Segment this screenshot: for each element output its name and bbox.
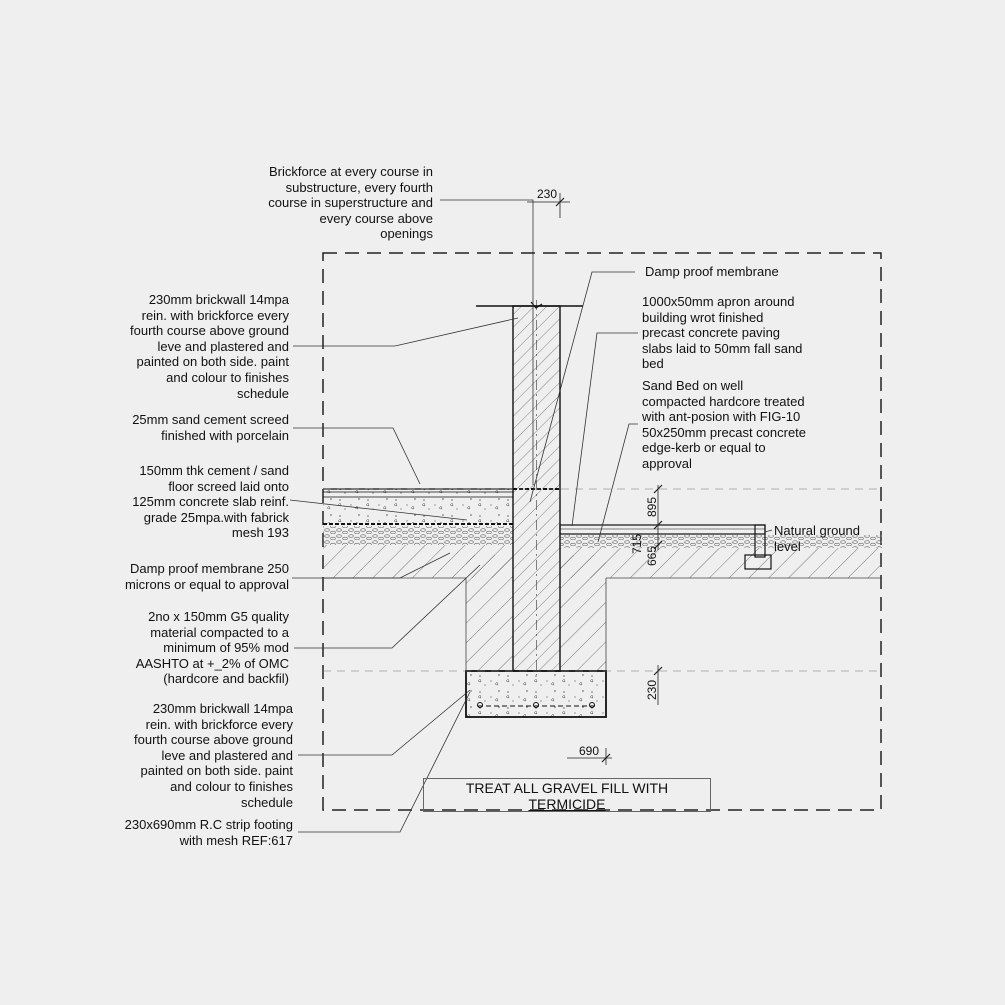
dim-715: 715 [630,533,644,554]
note-sand-bed: Sand Bed on well compacted hardcore treated with ant-posion with FIG-10 50x250mm precast concrete edge-kerb or equal to approval [642,378,807,471]
note-screed-25: 25mm sand cement screed finished with porcelain [132,412,289,443]
dim-footing-width: 690 [579,744,600,758]
note-strip-footing: 230x690mm R.C strip footing with mesh REF:617 [124,817,293,848]
note-brickforce: Brickforce at every course in substructure, every fourth course in superstructure and every course above openings [268,164,433,242]
note-natural-ground: Natural ground level [774,523,860,554]
note-apron: 1000x50mm apron around building wrot finished precast concrete paving slabs laid to 50mm fall sand bed [642,294,803,372]
note-brickwall-top: 230mm brickwall 14mpa rein. with brickforce every fourth course above ground leve and plastered and painted on both side. paint and colour to finishes schedule [130,292,289,401]
soil-hatch [323,545,882,671]
floor-slab [323,489,513,524]
strip-footing [466,671,606,717]
note-brickwall-bottom: 230mm brickwall 14mpa rein. with brickforce every fourth course above ground leve and plastered and painted on both side. paint and colour to finishes schedule [134,701,293,810]
termicide-note-box [423,778,711,812]
note-g5-material: 2no x 150mm G5 quality material compacted to a minimum of 95% mod AASHTO at +_2% of OMC (hardcore and backfil) [135,609,289,687]
dim-895: 895 [645,496,659,517]
note-screed-150: 150mm thk cement / sand floor screed laid onto 125mm concrete slab reinf. grade 25mpa.with fabrick mesh 193 [132,463,289,541]
dim-footing-depth: 230 [645,679,659,700]
note-dpm: Damp proof membrane [645,264,779,279]
dim-wall-width: 230 [537,187,558,201]
termicide-note-line1: TREAT ALL GRAVEL FILL WITH [465,780,669,796]
dim-665: 665 [645,545,659,566]
termicide-note-line2: TERMICIDE [528,796,606,812]
hardcore-layer-left [323,526,513,545]
note-dpm-250: Damp proof membrane 250 microns or equal to approval [124,561,289,592]
